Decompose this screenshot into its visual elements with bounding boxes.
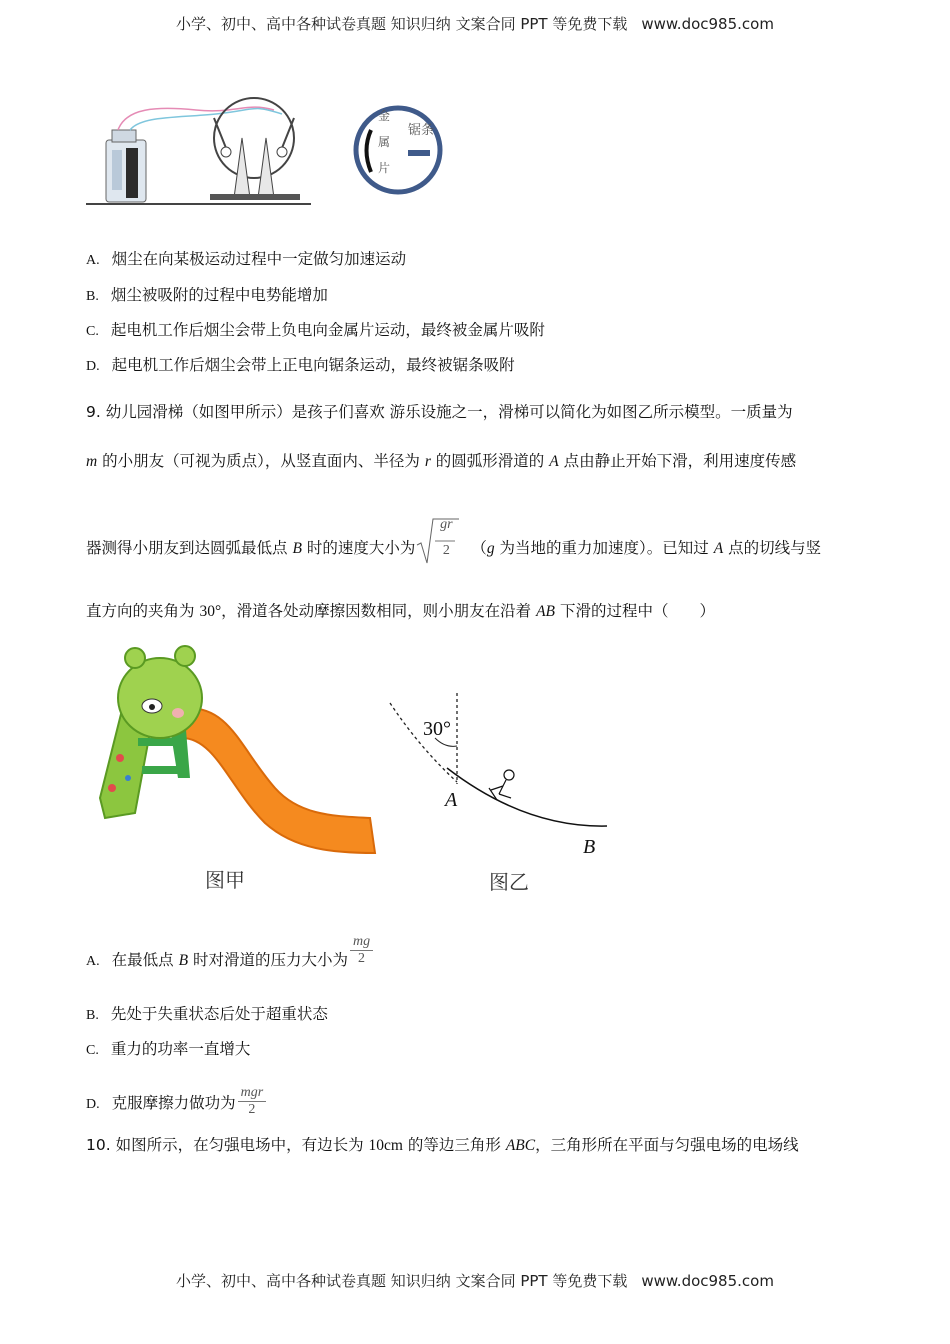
header-url[interactable]: www.doc985.com <box>641 15 774 33</box>
q9-option-a[interactable]: A. 在最低点 B 时对滑道的压力大小为 $\frac{mg}{2}$ <box>86 944 373 977</box>
q9-option-c[interactable]: C. 重力的功率一直增大 <box>86 1040 251 1058</box>
label-pian: 片 <box>378 161 391 175</box>
label-shu: 属 <box>378 135 391 149</box>
q8-option-b[interactable]: B. 烟尘被吸附的过程中电势能增加 <box>86 286 328 304</box>
q9-line-2: m 的小朋友（可视为质点），从竖直面内、半径为 r 的圆弧形滑道的 A 点由静止开始下滑，利用速度传感 <box>86 452 797 470</box>
page-header <box>0 13 950 34</box>
q9-line-3: 器测得小朋友到达圆弧最低点 B 时的速度大小为 gr 2 （g 为当地的重力加速度）。已知过 A 点的切线与竖 <box>86 538 821 559</box>
angle-label: 30° <box>423 718 451 740</box>
q9-line-4: 直方向的夹角为 30°，滑道各处动摩擦因数相同，则小朋友在沿着 AB 下滑的过程中（ ） <box>86 602 715 620</box>
point-a-label: A <box>445 789 458 811</box>
page-footer <box>0 1270 950 1291</box>
sqrt-expression: gr 2 <box>415 539 461 559</box>
fig-a-caption: 图甲 <box>205 868 245 892</box>
fraction-mgr-over-2: $\frac{\text{mgr}}{2}$ <box>238 1085 267 1118</box>
q8-option-a[interactable]: A. 烟尘在向某极运动过程中一定做匀加速运动 <box>86 250 407 268</box>
point-b-label: B <box>583 836 596 858</box>
footer-title: 小学、初中、高中各种试卷真题 知识归纳 文案合同 PPT 等免费下载 <box>176 1272 628 1290</box>
label-jin: 金 <box>378 109 391 123</box>
q9-line-1: 9. 幼儿园滑梯（如图甲所示）是孩子们喜欢 游乐设施之一，滑梯可以简化为如图乙所示模型。一质量为 <box>86 403 793 421</box>
slide-illustration <box>90 638 385 863</box>
footer-url[interactable]: www.doc985.com <box>641 1272 774 1290</box>
q8-figure <box>86 88 466 208</box>
q9-option-d[interactable]: D. 克服摩擦力做功为 $\frac{\text{mgr}}{2}$ <box>86 1087 266 1120</box>
label-saw: 锯条 <box>408 122 435 137</box>
slide-model-diagram <box>385 688 615 858</box>
fig-b-caption: 图乙 <box>489 870 529 894</box>
q9-option-b[interactable]: B. 先处于失重状态后处于超重状态 <box>86 1005 328 1023</box>
q8-option-d[interactable]: D. 起电机工作后烟尘会带上正电向锯条运动，最终被锯条吸附 <box>86 356 515 374</box>
q10-line-1: 10. 如图所示，在匀强电场中，有边长为 10cm 的等边三角形 ABC，三角形所在平面与匀强电场的电场线 <box>86 1136 799 1154</box>
fraction-mg-over-2: $\frac{mg}{2}$ <box>350 934 373 967</box>
header-title: 小学、初中、高中各种试卷真题 知识归纳 文案合同 PPT 等免费下载 <box>176 15 628 33</box>
q8-option-c[interactable]: C. 起电机工作后烟尘会带上负电向金属片运动，最终被金属片吸附 <box>86 321 545 339</box>
